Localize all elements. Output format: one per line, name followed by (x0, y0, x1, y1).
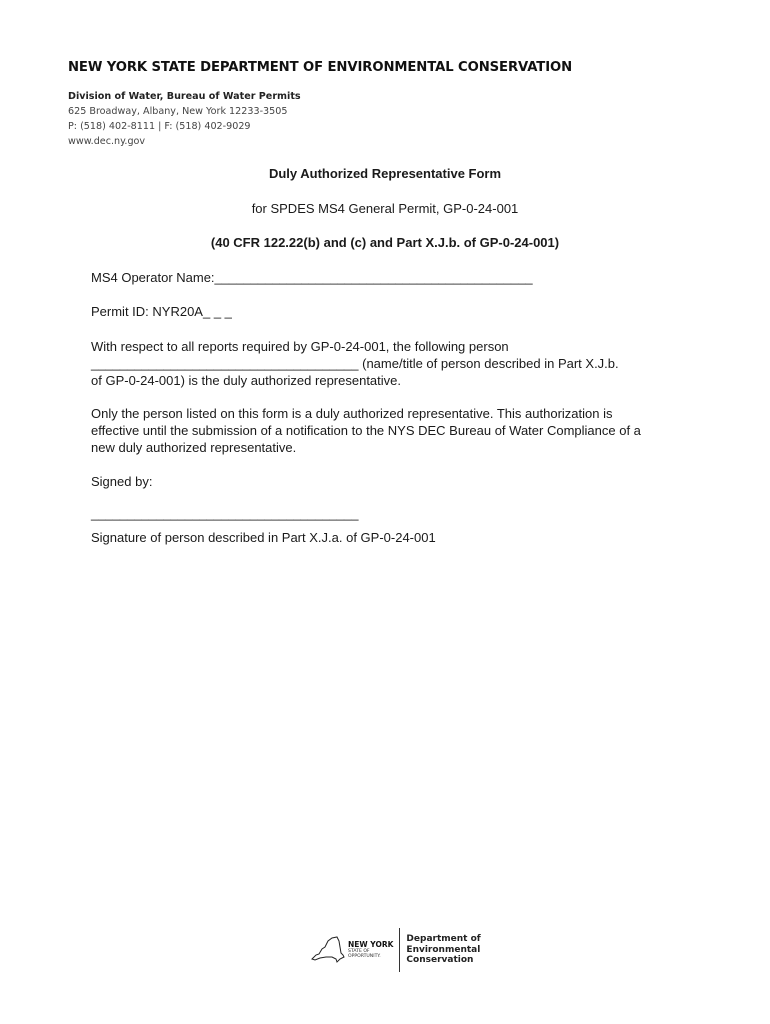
form-subtitle: for SPDES MS4 General Permit, GP-0-24-001 (251, 201, 519, 216)
ny-wordmark (348, 941, 393, 959)
website: www.dec.ny.gov (68, 136, 146, 147)
signed-by-label: Signed by: (91, 474, 153, 489)
contact-block (68, 89, 572, 149)
phone-fax: P: (518) 402-8111 | F: (518) 402-9029 (68, 121, 251, 132)
signature-caption: Signature of person described in Part X.J.a. of GP-0-24-001 (91, 530, 436, 545)
ny-small-text-1: STATE OF (348, 949, 370, 954)
only-line-3: new duly authorized representative. (91, 440, 297, 455)
address: 625 Broadway, Albany, New York 12233-3505 (68, 106, 288, 117)
respect-line-3: of GP-0-24-001) is the duly authorized representative. (91, 373, 402, 388)
only-line-1: Only the person listed on this form is a duly authorized representative. This authorization is (91, 406, 613, 421)
ny-small-text-2: OPPORTUNITY. (348, 954, 381, 959)
letterhead (68, 60, 572, 149)
dept-line-2: Environmental (406, 944, 481, 955)
ny-state-map-icon (310, 935, 346, 965)
signature-line: _____________________________________ (91, 506, 359, 521)
operator-name-field: MS4 Operator Name:____________________________________________ (91, 270, 533, 285)
division-name: Division of Water, Bureau of Water Permits (68, 91, 301, 102)
logo-divider (399, 928, 400, 972)
form-title: Duly Authorized Representative Form (268, 166, 502, 181)
dept-wordmark (406, 934, 480, 966)
respect-line-2: _____________________________________ (name/title of person described in Part X.J.b. (91, 356, 619, 371)
agency-name: NEW YORK STATE DEPARTMENT OF ENVIRONMENTAL CONSERVATION (68, 60, 573, 75)
permit-id-field: Permit ID: NYR20A_ _ _ (91, 304, 232, 319)
only-line-2: effective until the submission of a notification to the NYS DEC Bureau of Water Compliance of a (91, 423, 641, 438)
ny-state-logo (310, 935, 393, 965)
dec-footer-logo (310, 928, 481, 972)
respect-line-1: With respect to all reports required by GP-0-24-001, the following person (91, 339, 509, 354)
dept-line-1: Department of (406, 934, 481, 945)
dept-line-3: Conservation (406, 955, 474, 966)
ny-big-text: NEW YORK (348, 940, 394, 949)
cfr-reference: (40 CFR 122.22(b) and (c) and Part X.J.b. of GP-0-24-001) (210, 235, 560, 250)
respect-paragraph (91, 338, 691, 389)
authorization-paragraph (91, 405, 691, 456)
